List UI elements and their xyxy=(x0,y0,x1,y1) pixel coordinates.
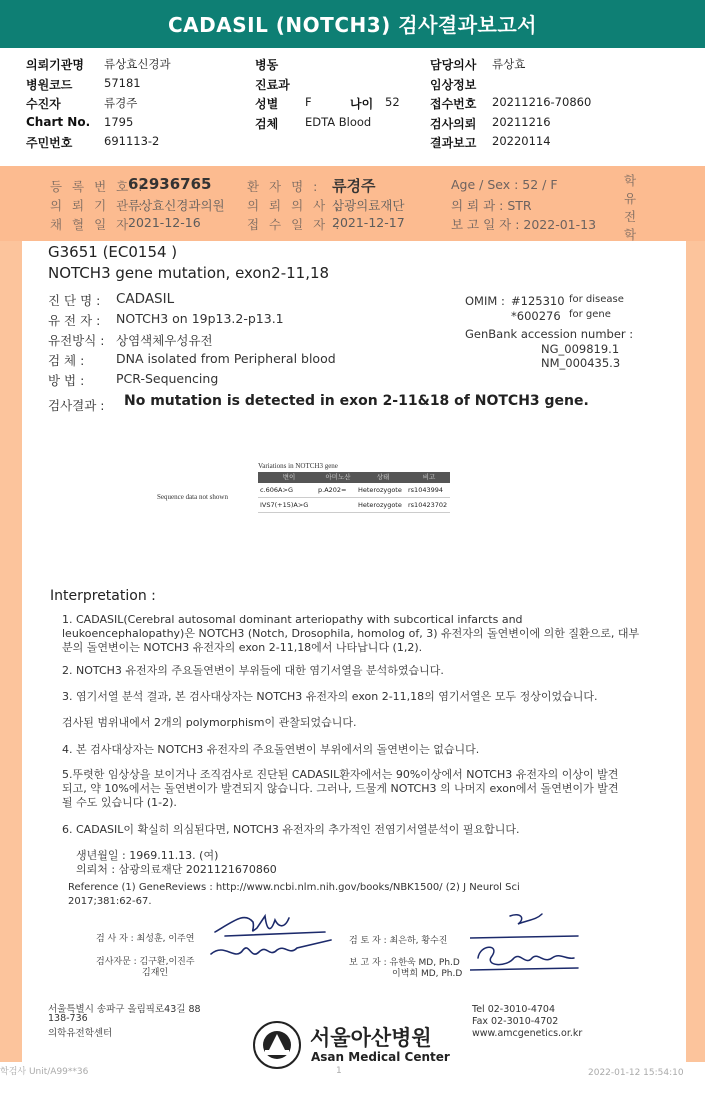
table-cell: rs10423702 xyxy=(408,501,448,509)
side-mark xyxy=(624,172,640,244)
reporter: 보 고 자 : 유한욱 MD, Ph.D xyxy=(349,958,460,968)
header-label: 담당의사 xyxy=(430,58,477,72)
variation-table xyxy=(258,472,450,513)
address-2: 138-736 xyxy=(48,1013,88,1024)
side-mark-char: 학 xyxy=(624,173,637,188)
age-sex: Age / Sex : 52 / F xyxy=(451,177,558,192)
fax: Fax 02-3010-4702 xyxy=(472,1016,559,1027)
side-mark-char: 전 xyxy=(624,209,637,224)
genbank-nm: NM_000435.3 xyxy=(541,356,621,370)
header-value: 20220114 xyxy=(492,134,551,148)
header-value: 류상효신경과 xyxy=(104,57,171,71)
reporter-2: 이벽희 MD, Ph.D xyxy=(392,969,463,979)
inherit-value: 상염색체우성유전 xyxy=(116,333,213,348)
table-row xyxy=(258,498,450,513)
interpretation-3: 3. 염기서열 분석 결과, 본 검사대상자는 NOTCH3 유전자의 exon 2-11,18의 염기서열은 모두 정상이었습니다. xyxy=(62,690,598,703)
interpretation-3b: 검사된 범위내에서 2개의 polymorphism이 관찰되었습니다. xyxy=(62,716,357,729)
tester-signature xyxy=(205,902,340,982)
advisor: 검사자문 : 김구환,이진주 xyxy=(96,957,195,967)
hospital-name-en: Asan Medical Center xyxy=(311,1050,450,1064)
header-label: Chart No. xyxy=(26,114,91,129)
reviewer-signature xyxy=(470,908,582,980)
age-value: 52 xyxy=(385,95,400,109)
header-label: 접수번호 xyxy=(430,97,477,111)
reference: Reference (1) GeneReviews : http://www.ncbi.nlm.nih.gov/books/NBK1500/ (2) J Neurol Sci 2017;381:62-67. xyxy=(68,882,520,907)
report-title: CADASIL (NOTCH3) 검사결과보고서 xyxy=(0,0,705,48)
omim-gene-note: for gene xyxy=(569,309,611,320)
receive-date-label: 접 수 일 자 : xyxy=(247,217,343,232)
ref-inst-label: 의 뢰 기 관 : xyxy=(50,198,146,213)
variation-title: Variations in NOTCH3 gene xyxy=(258,462,338,470)
header-label: 진료과 xyxy=(255,77,290,92)
omim-disease-id: #125310 xyxy=(511,294,565,308)
result-label: 검사결과 : xyxy=(48,398,105,413)
patient-name-label: 환 자 명 : xyxy=(247,179,321,194)
asan-foundation-seal xyxy=(252,1020,302,1070)
header-col-2 xyxy=(255,56,400,134)
header-value: 691113-2 xyxy=(104,134,160,148)
header-label: 결과보고 xyxy=(430,136,477,150)
table-header-cell: 변이 xyxy=(282,473,296,481)
side-mark-char: 유 xyxy=(624,191,637,206)
header-value: EDTA Blood xyxy=(305,114,372,129)
hospital-name-kr: 서울아산병원 xyxy=(310,1026,432,1050)
referral-number: 의뢰처 : 삼광의료재단 2021121670860 xyxy=(76,863,277,876)
table-header-cell: 아미노산 xyxy=(325,473,351,481)
receive-date-value: 2021-12-17 xyxy=(332,215,405,230)
omim-disease-note: for disease xyxy=(569,294,624,305)
genbank-ng: NG_009819.1 xyxy=(541,342,620,356)
header-label: 병원코드 xyxy=(26,77,73,92)
omim-block xyxy=(465,294,624,324)
collect-date-value: 2021-12-16 xyxy=(128,215,201,230)
header-value: 류상효 xyxy=(492,57,526,71)
gene-value: NOTCH3 on 19p13.2-p13.1 xyxy=(116,311,284,326)
header-value: 류경주 xyxy=(104,96,138,110)
ref-doc-value: 삼광의료재단 xyxy=(332,198,405,213)
omim-label: OMIM : xyxy=(465,294,505,308)
interpretation-6: 6. CADASIL이 확실히 의심된다면, NOTCH3 유전자의 추가적인 전염기서열분석이 필요합니다. xyxy=(62,823,520,836)
report-date: 보 고 일 자 : 2022-01-13 xyxy=(451,217,597,232)
website: www.amcgenetics.or.kr xyxy=(472,1028,583,1039)
table-header-cell: 비고 xyxy=(422,473,436,481)
header-label: 검사의뢰 xyxy=(430,116,477,131)
header-label: 병동 xyxy=(255,58,279,72)
reg-number-label: 등 록 번 호 : xyxy=(50,179,146,194)
interpretation-2: 2. NOTCH3 유전자의 주요돌연변이 부위들에 대한 염기서열을 분석하였습니다. xyxy=(62,664,444,677)
method-value: PCR-Sequencing xyxy=(116,371,219,386)
test-name: NOTCH3 gene mutation, exon2-11,18 xyxy=(48,264,330,282)
table-cell: Heterozygote xyxy=(358,501,402,509)
header-col-3 xyxy=(430,56,591,154)
gene-label: 유 전 자 : xyxy=(48,313,101,328)
diag-label: 진 단 명 : xyxy=(48,293,101,308)
address-3: 의학유전학센터 xyxy=(48,1028,113,1039)
patient-name-value: 류경주 xyxy=(332,177,376,195)
header-label: 임상정보 xyxy=(430,77,477,92)
table-cell: rs1043994 xyxy=(408,486,444,494)
interpretation-1: 1. CADASIL(Cerebral autosomal dominant arteriopathy with subcortical infarcts and leukoencephalopathy)은 NOTCH3 (Notch, Drosophila, homolog of, 3) 유전자의 돌연변이에 의한 질환으로, 대부분의 돌연변이는 NOTCH3 유전자의 exon 2-11,18에서 나타납니다 (1,2). xyxy=(62,613,640,654)
header-label: 수진자 xyxy=(26,97,61,111)
table-cell: c.606A>G xyxy=(260,486,293,494)
table-header-cell: 상태 xyxy=(376,473,390,481)
test-code: G3651 (EC0154 ) xyxy=(48,243,178,261)
header-label: 의뢰기관명 xyxy=(26,58,84,72)
specimen-value: DNA isolated from Peripheral blood xyxy=(116,351,336,366)
tester: 검 사 자 : 최성훈, 이주연 xyxy=(96,934,195,944)
header-col-1 xyxy=(26,56,171,154)
address-1: 서울특별시 송파구 올림픽로43길 88 xyxy=(48,1004,201,1015)
page-number: 1 xyxy=(336,1066,342,1076)
table-row xyxy=(258,483,450,498)
interpretation-5: 5.뚜렷한 임상상을 보이거나 조직검사로 진단된 CADASIL환자에서는 90%이상에서 NOTCH3 유전자의 이상이 발견되고, 약 10%에서는 돌연변이가 발견되지 않습니다. 그러나, 드물게 NOTCH3 의 나머지 exon에서 돌연변이가 발견될 수도 있습니다 (1-2). xyxy=(62,768,619,809)
birth-date: 생년월일 : 1969.11.13. (여) xyxy=(76,849,219,862)
tel: Tel 02-3010-4704 xyxy=(472,1004,555,1015)
ref-doc-label: 의 뢰 의 사 : xyxy=(247,198,343,213)
diag-value: CADASIL xyxy=(116,291,175,307)
inherit-label: 유전방식 : xyxy=(48,333,105,348)
reviewer: 검 토 자 : 최은하, 황수진 xyxy=(349,936,448,946)
table-cell: IVS7(+15)A>G xyxy=(260,501,309,509)
ref-dept: 의 뢰 과 : STR xyxy=(451,198,532,213)
sequence-note: Sequence data not shown xyxy=(157,493,228,501)
unit-code: 학검사 Unit/A99**36 xyxy=(0,1067,89,1077)
header-value: 20211216 xyxy=(492,114,551,129)
table-cell: Heterozygote xyxy=(358,486,402,494)
interpretation-title: Interpretation : xyxy=(50,588,156,604)
reg-number-value: 62936765 xyxy=(128,175,212,193)
collect-date-label: 채 혈 일 자 xyxy=(50,217,132,232)
header-value: 57181 xyxy=(104,75,141,90)
print-timestamp: 2022-01-12 15:54:10 xyxy=(588,1068,684,1078)
side-mark-char: 학 xyxy=(624,227,637,242)
table-cell: p.A202= xyxy=(318,486,347,494)
ref-inst-value: 류상효신경과의원 xyxy=(128,198,225,213)
header-value: 1795 xyxy=(104,114,134,129)
table-cell xyxy=(318,498,358,512)
interpretation-4: 4. 본 검사대상자는 NOTCH3 유전자의 주요돌연변이 부위에서의 돌연변이는 없습니다. xyxy=(62,743,480,756)
method-label: 방 법 : xyxy=(48,373,85,388)
table-header xyxy=(258,472,450,483)
genbank-label: GenBank accession number : xyxy=(465,327,634,341)
header-label: 성별 xyxy=(255,97,279,111)
header-label: 주민번호 xyxy=(26,136,73,150)
advisor-2: 김재인 xyxy=(142,968,169,978)
result-value: No mutation is detected in exon 2-11&18 of NOTCH3 gene. xyxy=(124,393,589,409)
header-label: 검체 xyxy=(255,116,279,131)
specimen-label: 검 체 : xyxy=(48,353,85,368)
header-value: F xyxy=(305,95,312,109)
header-value: 20211216-70860 xyxy=(492,95,592,109)
omim-gene-id: *600276 xyxy=(511,309,561,323)
age-label: 나이 xyxy=(350,97,374,111)
report-details xyxy=(48,291,336,391)
